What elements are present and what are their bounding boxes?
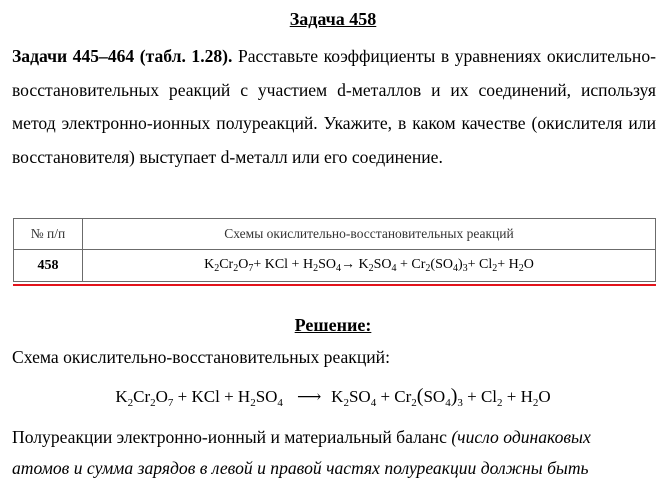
table-accent-line	[13, 284, 656, 286]
row-number: 458	[14, 250, 83, 282]
task-statement-lead: Задачи 445–464 (табл. 1.28).	[12, 46, 233, 66]
task-title: Задача 458	[289, 9, 377, 29]
table-row	[14, 250, 656, 282]
task-statement	[12, 40, 656, 174]
solution-title: Решение:	[294, 315, 372, 335]
half-reactions-label: Полуреакции электронно-ионный и материальный баланс	[12, 427, 452, 447]
row-reaction-scheme: $K_2Cr_2O_7+$ KCl + $H_2SO_4\to K_2SO_4 + Cr_2(SO_4)_3+ Cl_2+ H_2O$	[83, 250, 656, 282]
half-reactions-note-cont: атомов и сумма зарядов в левой и правой частях полуреакции должны быть	[12, 458, 589, 478]
header-scheme: Схемы окислительно-восстановительных реакций	[83, 219, 656, 250]
table-header-row	[14, 219, 656, 250]
header-number: № п/п	[14, 219, 83, 250]
reaction-equation: $K_2Cr_2O_7$ + KCl + $H_2SO_4$ ⟶ $K_2SO_4 + Cr_2(SO_4)_3 + Cl_2 + H_2O$	[115, 385, 551, 409]
scheme-label: Схема окислительно-восстановительных реакций:	[12, 347, 390, 367]
half-reactions-text	[12, 427, 591, 448]
reactions-table	[13, 218, 656, 282]
task-statement-text: Расставьте коэффициенты в уравнениях окислительно-восстановительных реакций с участием d-металлов и их соединений, используя метод электронно-ионных полуреакций. Укажите, в каком качестве (окислителя или восстановителя) выступает d-металл или его соединение.	[12, 46, 656, 167]
half-reactions-note: (число одинаковых	[451, 427, 591, 447]
